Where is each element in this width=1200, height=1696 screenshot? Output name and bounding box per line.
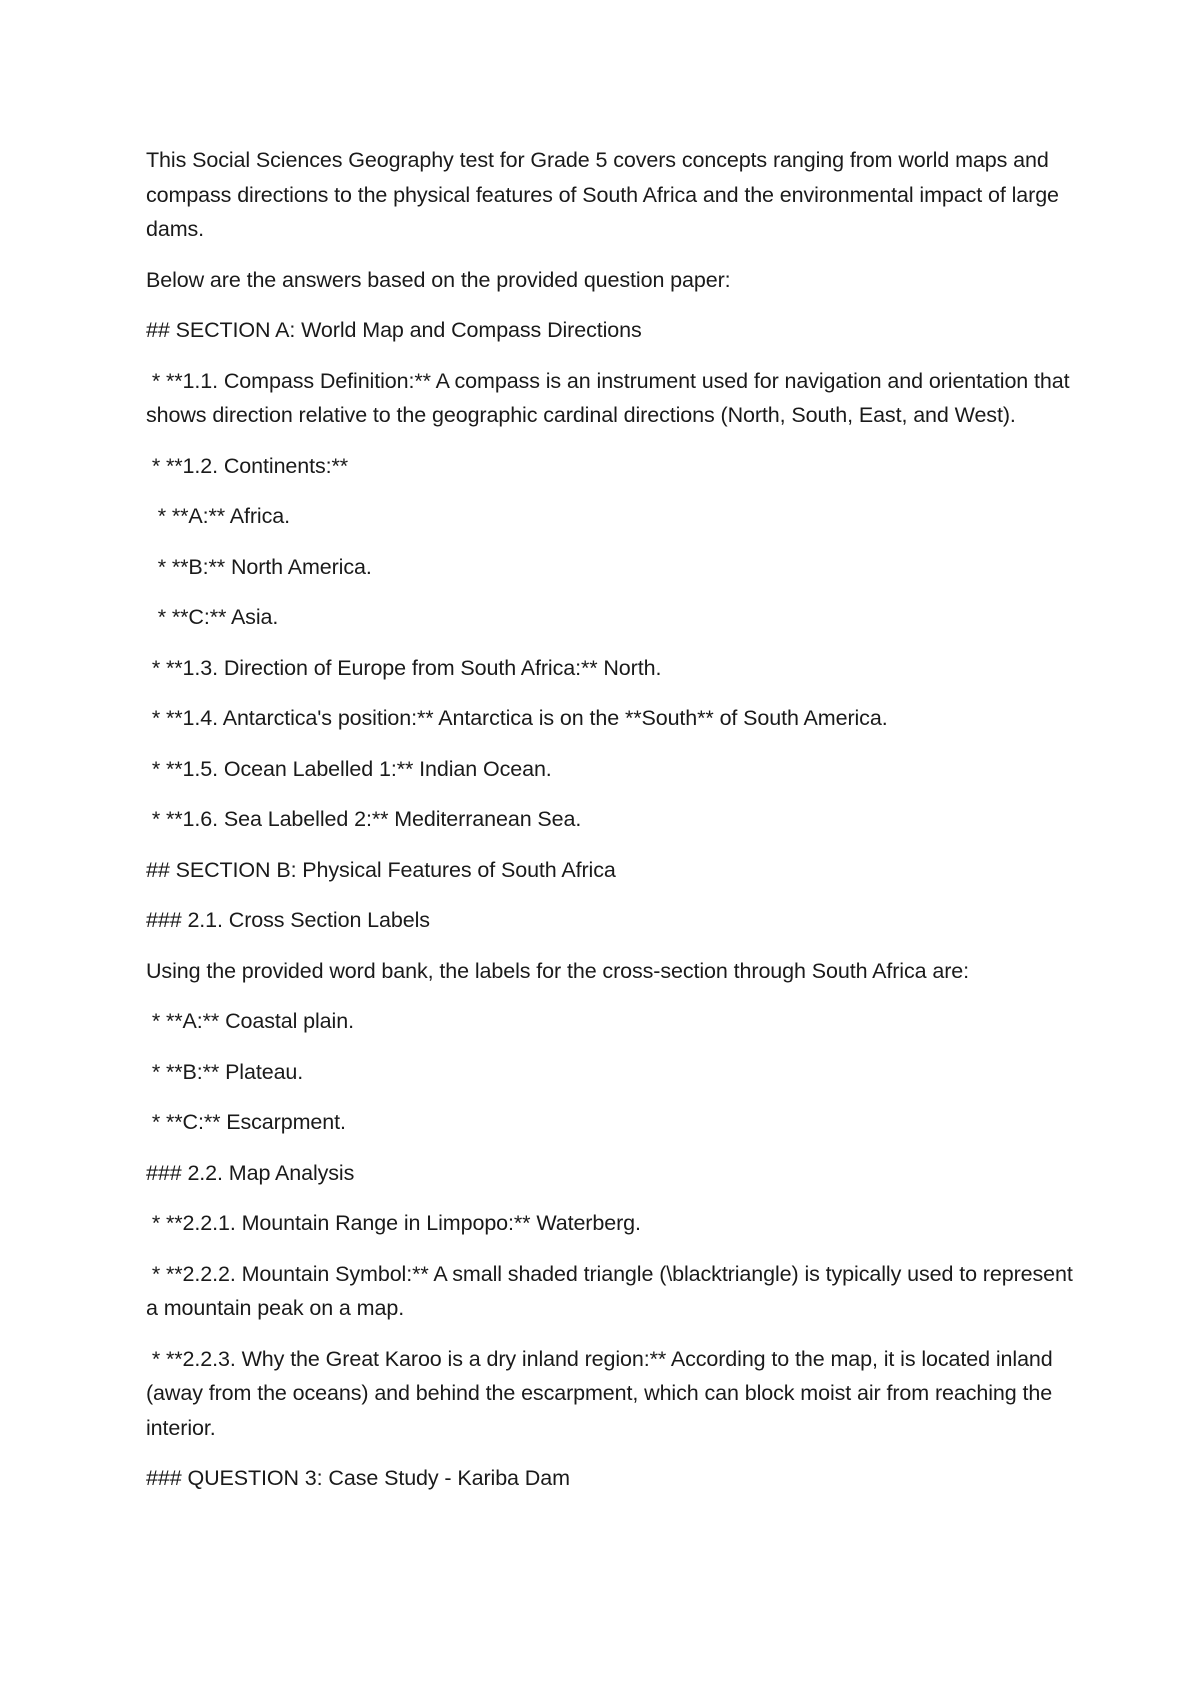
section-a-heading: ## SECTION A: World Map and Compass Directions xyxy=(146,318,642,342)
subsection-2-2-heading: ### 2.2. Map Analysis xyxy=(146,1160,355,1185)
answer-1-2: * **1.2. Continents:** xyxy=(146,453,349,478)
answer-2-2-2: * **2.2.2. Mountain Symbol:** A small shaded triangle (\blacktriangle) is typically used to represent a mountain peak on a map. xyxy=(146,1261,1079,1320)
answer-1-2-a: * **A:** Africa. xyxy=(146,504,290,528)
answers-intro: Below are the answers based on the provided question paper: xyxy=(146,267,731,292)
answer-2-2-3: * **2.2.3. Why the Great Karoo is a dry inland region:** According to the map, it is located inland (away from the oceans) and behind the escarpment, which can block moist air from reaching the interior. xyxy=(146,1346,1059,1440)
answer-1-2-b: * **B:** North America. xyxy=(146,554,372,579)
answer-2-1-b: * **B:** Plateau. xyxy=(146,1059,304,1084)
answer-1-4: * **1.4. Antarctica's position:** Antarctica is on the **South** of South America. xyxy=(146,706,888,730)
answer-2-1-c: * **C:** Escarpment. xyxy=(146,1110,346,1134)
document-body xyxy=(146,143,1079,1512)
question-3-heading: ### QUESTION 3: Case Study - Kariba Dam xyxy=(146,1466,570,1490)
answer-1-5: * **1.5. Ocean Labelled 1:** Indian Ocean. xyxy=(146,756,552,781)
answer-1-6: * **1.6. Sea Labelled 2:** Mediterranean Sea. xyxy=(146,807,582,831)
answer-1-3: * **1.3. Direction of Europe from South Africa:** North. xyxy=(146,655,662,680)
answer-1-2-c: * **C:** Asia. xyxy=(146,605,279,629)
answer-2-2-1: * **2.2.1. Mountain Range in Limpopo:** Waterberg. xyxy=(146,1211,641,1235)
subsection-2-1-heading: ### 2.1. Cross Section Labels xyxy=(146,908,430,932)
section-b-heading: ## SECTION B: Physical Features of South Africa xyxy=(146,857,616,882)
cross-section-intro: Using the provided word bank, the labels for the cross-section through South Africa are: xyxy=(146,958,969,983)
intro-paragraph: This Social Sciences Geography test for Grade 5 covers concepts ranging from world maps and compass directions to the physical features of South Africa and the environmental impact of large dams. xyxy=(146,148,1065,241)
answer-1-1: * **1.1. Compass Definition:** A compass is an instrument used for navigation and orientation that shows direction relative to the geographic cardinal directions (North, South, East, and West). xyxy=(146,368,1076,427)
answer-2-1-a: * **A:** Coastal plain. xyxy=(146,1009,354,1033)
